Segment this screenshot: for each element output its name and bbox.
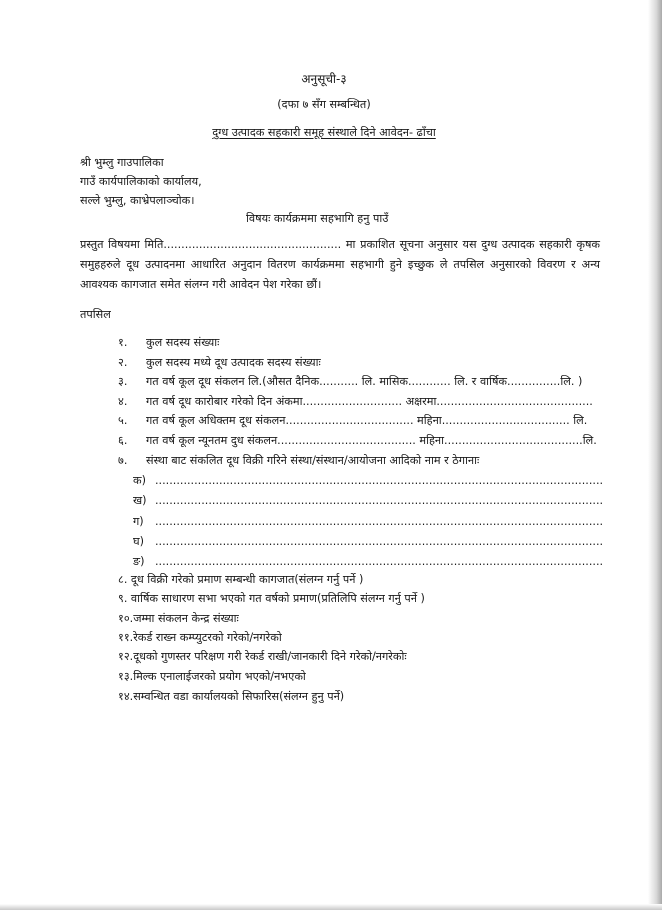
body-paragraph: प्रस्तुत विषयमा मिति.................................................. मा प्रकाशित सूचना अनुसार यस दुग्ध उत्पादक सहकारी कृषक समुहहरुले दूध उत्पादनमा आधारित अनुदान वितरण कार्यक्रममा सहभागी हुने इच्छुक ले तपसिल अनुसारको विवरण र अन्य आवश्यक कागजात समेत संलग्न गरी आवेदन पेश गरेका छौं।	[80, 238, 600, 291]
details-item-text: कुल सदस्य मध्ये दूध उत्पादक सदस्य संख्याः	[146, 356, 321, 369]
details-item: ९. वार्षिक साधारण सभा भएको गत वर्षको प्रमाण(प्रतिलिपि संलग्न गर्नु पर्ने )	[118, 592, 425, 605]
subject-line: विषयः कार्यक्रममा सहभागि हनु पाउँ	[246, 212, 389, 225]
buyer-line	[133, 515, 603, 529]
details-item	[118, 336, 219, 350]
details-item	[118, 356, 321, 370]
details-item-number: ५.	[118, 414, 128, 427]
buyer-line-label: ख)	[133, 494, 147, 507]
details-item	[118, 395, 593, 409]
details-item-number: ६.	[118, 434, 128, 447]
details-item	[118, 414, 587, 428]
details-item	[118, 375, 582, 389]
details-item-text: संस्था बाट संकलित दूध विक्री गरिने संस्था/संस्थान/आयोजना आदिको नाम र ठेगानाः	[146, 454, 480, 467]
details-item-number: १.	[118, 336, 128, 349]
buyer-line-label: ग)	[133, 515, 144, 528]
details-heading: तपसिल	[80, 308, 111, 321]
details-item-number: ७.	[118, 454, 128, 467]
buyer-line	[133, 474, 603, 488]
details-item-number: २.	[118, 356, 128, 369]
address-line-1: श्री भुम्लु गाउपालिका	[80, 156, 164, 169]
buyer-line	[133, 535, 603, 549]
buyer-line-blank: ..............................................................................................................................	[155, 515, 604, 528]
buyer-line-label: घ)	[133, 535, 144, 548]
buyer-line-blank: ..............................................................................................................................	[155, 474, 604, 487]
details-item-text: गत वर्ष कूल अधिक्तम दूध संकलन.................................... महिना.................................... लि.	[146, 414, 588, 427]
details-item-text: गत वर्ष कूल न्यूनतम दुध संकलन....................................... महिना.......................................लि.	[146, 434, 597, 447]
address-line-2: गाउँ कार्यपालिकाको कार्यालय,	[80, 175, 202, 188]
details-item: १०.जम्मा संकलन केन्द्र संख्याः	[118, 612, 239, 625]
buyer-line	[133, 555, 603, 569]
details-item-text: गत वर्ष दूध कारोबार गरेको दिन अंकमा............................ अक्षरमा............................................	[146, 395, 593, 408]
scan-bottom-shadow	[0, 904, 662, 910]
buyer-line-label: क)	[133, 474, 146, 487]
buyer-line-blank: ..............................................................................................................................	[155, 555, 604, 568]
buyer-line-label: ङ)	[133, 555, 145, 568]
details-item	[118, 454, 479, 468]
buyer-line-blank: ..............................................................................................................................	[155, 535, 604, 548]
details-item	[118, 434, 597, 448]
details-item: १४.सम्वन्धित वडा कार्यालयको सिफारिस(संलग्न हुनु पर्ने)	[118, 690, 345, 703]
section-reference: (दफा ७ सँग सम्बन्धित)	[277, 98, 371, 111]
schedule-number: अनुसूची-३	[301, 72, 347, 86]
form-title: दुग्ध उत्पादक सहकारी समूह संस्थाले दिने आवेदन- ढाँचा	[212, 126, 436, 139]
details-item: १३.मिल्क एनालाईजरको प्रयोग भएको/नभएको	[118, 670, 306, 683]
details-item-text: गत वर्ष कूल दूध संकलन लि.(औसत दैनिक........... लि. मासिक............ लि. र वार्षिक...............लि. )	[146, 375, 583, 388]
details-item: १२.दूधको गुणस्तर परिक्षण गरी रेकर्ड राखी/जानकारी दिने गरेको/नगरेकोः	[118, 650, 407, 663]
buyer-line	[133, 494, 603, 508]
details-item: ११.रेकर्ड राख्न कम्प्युटरको गरेको/नगरेको	[118, 631, 282, 644]
buyer-line-blank: ..............................................................................................................................	[155, 494, 604, 507]
details-item-number: ३.	[118, 375, 128, 388]
details-item: ८. दूध विक्री गरेको प्रमाण सम्बन्धी कागजात(संलग्न गर्नु पर्ने )	[118, 573, 364, 586]
details-item-text: कुल सदस्य संख्याः	[146, 336, 220, 349]
details-item-number: ४.	[118, 395, 128, 408]
scan-edge-shadow	[648, 0, 662, 910]
address-line-3: सल्ले भुम्लु, काभ्रेपलाञ्चोक।	[80, 194, 195, 207]
